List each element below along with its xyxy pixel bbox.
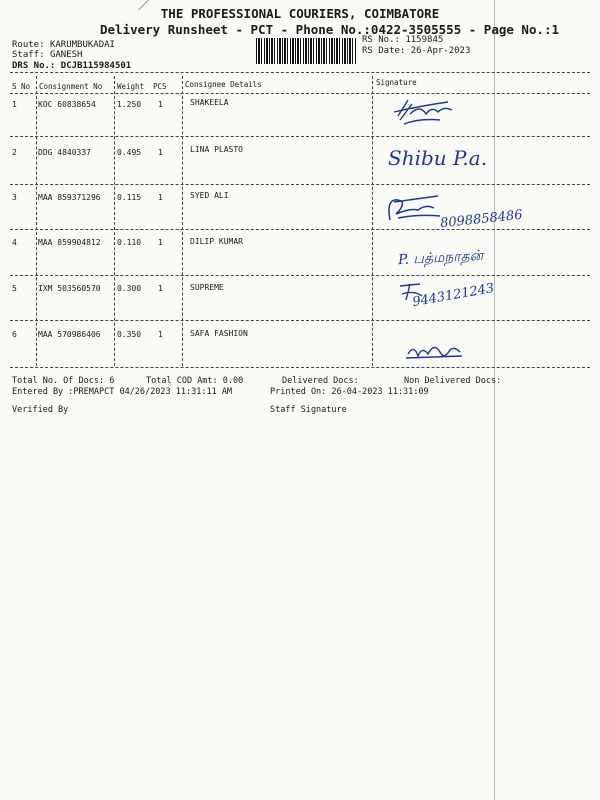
total-docs: Total No. Of Docs: 6 <box>12 376 115 386</box>
total-cod: Total COD Amt: 0.00 <box>146 376 244 386</box>
col-sno: S No <box>12 82 31 91</box>
col-weight: Weight <box>117 82 145 91</box>
row-consignment: MAA 859371296 <box>38 193 101 202</box>
drs-label: DRS No.: <box>12 61 56 71</box>
signature-phone-row3: 8098858486 <box>439 207 524 232</box>
row-pcs: 1 <box>158 284 163 293</box>
company-title: THE PROFESSIONAL COURIERS, COIMBATORE <box>160 6 440 21</box>
column-divider <box>182 76 183 366</box>
row-consignee: LINA PLASTO <box>190 145 243 154</box>
table-top-rule <box>10 72 590 73</box>
drs-line <box>12 61 131 71</box>
row-weight: 0.495 <box>117 148 142 157</box>
row-consignee: SUPREME <box>190 283 224 292</box>
verified-by: Verified By <box>12 405 69 415</box>
row-pcs: 1 <box>158 238 163 247</box>
row-consignee: SAFA FASHION <box>190 329 248 338</box>
staff-signature-label: Staff Signature <box>270 405 347 415</box>
staff-line <box>12 50 82 60</box>
signature-row4: P. பத்மநாதன் <box>397 247 484 269</box>
table-header-rule <box>10 93 590 94</box>
row-consignee: SHAKEELA <box>190 98 229 107</box>
row-sno: 3 <box>12 193 17 202</box>
route-label: Route: <box>12 40 45 50</box>
non-delivered-docs: Non Delivered Docs: <box>404 376 502 386</box>
row-weight: 0.350 <box>117 330 142 339</box>
row-pcs: 1 <box>158 148 163 157</box>
row-rule <box>10 136 590 137</box>
signature-scribble-row3 <box>384 190 444 226</box>
col-signature: Signature <box>376 78 417 87</box>
runsheet-title: Delivery Runsheet - PCT - Phone No.:0422-3505555 - Page No.:1 <box>100 22 560 37</box>
entered-by: Entered By :PREMAPCT 04/26/2023 11:31:11 AM <box>12 387 233 397</box>
rs-date: RS Date: 26-Apr-2023 <box>362 46 471 56</box>
row-pcs: 1 <box>158 193 163 202</box>
column-divider <box>372 76 373 366</box>
row-pcs: 1 <box>158 100 163 109</box>
row-sno: 2 <box>12 148 17 157</box>
row-consignment: MAA 570986406 <box>38 330 101 339</box>
route-line <box>12 40 115 50</box>
row-sno: 5 <box>12 284 17 293</box>
row-rule <box>10 184 590 185</box>
printed-on: Printed On: 26-04-2023 11:31:09 <box>270 387 429 397</box>
col-consignment: Consignment No <box>39 82 103 91</box>
row-sno: 4 <box>12 238 17 247</box>
row-consignment: IXM 503560570 <box>38 284 101 293</box>
row-weight: 1.250 <box>117 100 142 109</box>
row-rule <box>10 320 590 321</box>
row-consignment: MAA 859904812 <box>38 238 101 247</box>
delivered-docs: Delivered Docs: <box>282 376 359 386</box>
table-bottom-rule <box>10 367 590 368</box>
barcode <box>256 38 356 64</box>
row-consignment: DDG 4840337 <box>38 148 91 157</box>
row-weight: 0.300 <box>117 284 142 293</box>
row-pcs: 1 <box>158 330 163 339</box>
drs-value: DCJB115984501 <box>60 61 132 71</box>
row-consignee: DILIP KUMAR <box>190 237 243 246</box>
rs-number: RS No.: 1159845 <box>362 35 444 45</box>
row-sno: 6 <box>12 330 17 339</box>
col-consignee: Consignee Details <box>185 80 262 89</box>
row-weight: 0.110 <box>117 238 142 247</box>
column-divider <box>114 76 115 366</box>
signature-row2: Shibu P.a. <box>388 146 488 170</box>
row-weight: 0.115 <box>117 193 142 202</box>
staff-label: Staff: <box>12 50 45 60</box>
row-sno: 1 <box>12 100 17 109</box>
row-rule <box>10 229 590 230</box>
staff-value: GANESH <box>49 50 83 60</box>
signature-scribble-row1 <box>390 96 460 128</box>
signature-scribble-row6 <box>404 340 464 364</box>
row-rule <box>10 275 590 276</box>
column-divider <box>36 76 37 366</box>
row-consignment: KOC 60838654 <box>38 100 96 109</box>
route-value: KARUMBUKADAI <box>49 40 115 50</box>
signature-phone-row5: 9443121243 <box>411 280 496 311</box>
scan-edge-line <box>494 0 495 800</box>
row-consignee: SYED ALI <box>190 191 229 200</box>
col-pcs: PCS <box>153 82 167 91</box>
